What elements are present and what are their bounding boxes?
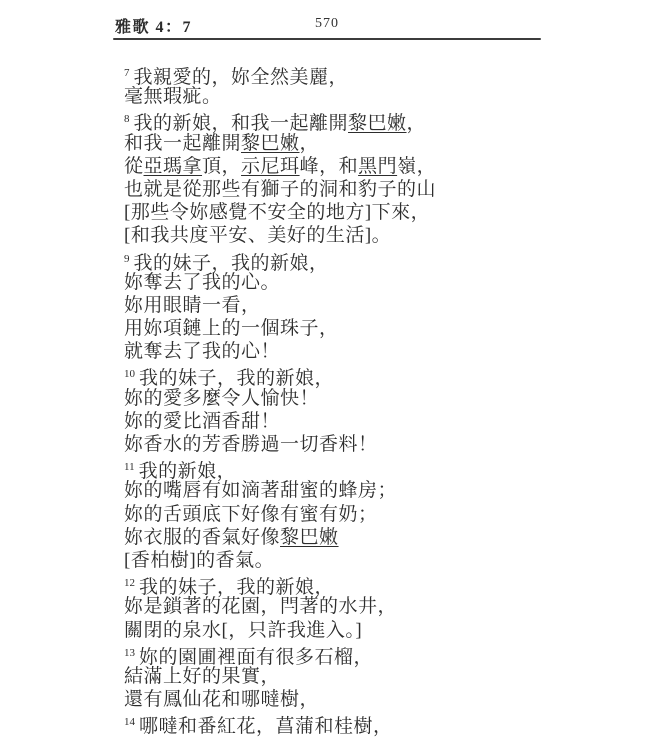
scripture-text-body xyxy=(124,62,574,738)
line-text: 和我一起離開 xyxy=(124,132,242,154)
verse-number: 9 xyxy=(124,252,130,265)
line-text: 就奪去了我的心！ xyxy=(124,341,281,363)
line-text: 妳的愛比酒香甜！ xyxy=(124,410,281,432)
text-line xyxy=(124,549,574,572)
proper-noun: 黎巴嫩 xyxy=(348,113,407,135)
text-line xyxy=(124,340,574,363)
line-text: 從 xyxy=(124,155,144,177)
line-text: 妳用眼睛一看， xyxy=(124,294,261,316)
text-line xyxy=(124,387,574,410)
text-line xyxy=(124,526,574,549)
line-text: 結滿上好的果實， xyxy=(124,665,281,687)
line-text: 我的妹子，我的新娘， xyxy=(133,252,329,274)
verse-number: 10 xyxy=(124,368,135,381)
line-text: 我的妹子，我的新娘， xyxy=(139,368,335,390)
line-text: 我的妹子，我的新娘， xyxy=(139,577,335,599)
text-line xyxy=(124,665,574,688)
line-text: 妳的園圃裡面有很多石榴， xyxy=(139,646,374,668)
text-line xyxy=(124,479,574,502)
line-text: 妳是鎖著的花園，閂著的水井， xyxy=(124,596,398,618)
text-line xyxy=(124,688,574,711)
text-line xyxy=(124,132,574,155)
text-line xyxy=(124,201,574,224)
page-header xyxy=(113,12,541,36)
header-rule xyxy=(113,38,541,40)
verse-number: 7 xyxy=(124,67,130,79)
line-text: 我的新娘， xyxy=(138,461,237,483)
line-text: 哪噠和番紅花，菖蒲和桂樹， xyxy=(139,716,393,738)
line-text: [那些令妳感覺不安全的地方]下來， xyxy=(124,202,431,224)
line-text: [和我共度平安、美好的生活]。 xyxy=(124,225,392,247)
text-line xyxy=(124,178,574,201)
line-text: 我親愛的，妳全然美麗， xyxy=(133,67,349,88)
text-line xyxy=(124,363,574,390)
line-text: 嶺， xyxy=(397,155,437,177)
proper-noun: 亞瑪拿 xyxy=(143,155,203,177)
text-line xyxy=(124,410,574,433)
line-text: 我的新娘，和我一起離開 xyxy=(133,113,349,135)
page-number: 570 xyxy=(315,16,339,31)
proper-noun: 黎巴嫩 xyxy=(280,526,339,548)
text-line xyxy=(124,248,574,274)
verse-number: 8 xyxy=(124,113,130,126)
line-text: 妳的愛多麼令人愉快！ xyxy=(124,387,320,409)
line-text: 妳奪去了我的心。 xyxy=(124,271,281,293)
verse-number: 13 xyxy=(124,646,135,659)
text-line xyxy=(124,433,574,456)
text-line xyxy=(124,572,574,599)
line-text: 妳的嘴唇有如滴著甜蜜的蜂房； xyxy=(124,480,398,502)
line-text: 關閉的泉水[，只許我進入。] xyxy=(124,619,363,641)
text-line xyxy=(124,62,574,88)
text-line xyxy=(124,271,574,294)
line-text: 峰，和 xyxy=(299,155,359,177)
book-reference: 雅歌 4：7 xyxy=(115,19,193,36)
text-line xyxy=(124,294,574,317)
line-text: 妳的舌頭底下好像有蜜有奶； xyxy=(124,503,378,525)
verse-number: 14 xyxy=(124,716,135,729)
text-line xyxy=(124,503,574,526)
text-line xyxy=(124,224,574,247)
proper-noun: 示尼珥 xyxy=(241,155,300,177)
text-line xyxy=(124,711,574,738)
line-text: 用妳項鏈上的一個珠子， xyxy=(124,318,339,340)
line-text: ， xyxy=(299,132,320,154)
line-text: 妳衣服的香氣好像 xyxy=(124,526,281,548)
line-text: 還有鳳仙花和哪噠樹， xyxy=(124,689,320,711)
verse-number: 12 xyxy=(124,577,135,590)
text-line xyxy=(124,595,574,618)
line-text: 妳香水的芳香勝過一切香料！ xyxy=(124,434,378,455)
text-line xyxy=(124,155,574,178)
text-line xyxy=(124,108,574,135)
line-text: ， xyxy=(406,113,427,135)
text-line xyxy=(124,317,574,340)
line-text: 頂， xyxy=(202,155,242,177)
text-line xyxy=(124,85,574,108)
verse-number: 11 xyxy=(124,461,135,474)
line-text: 毫無瑕疵。 xyxy=(124,86,222,108)
proper-noun: 黎巴嫩 xyxy=(241,132,300,154)
text-line xyxy=(124,456,574,483)
text-line xyxy=(124,642,574,668)
line-text: [香柏樹]的香氣。 xyxy=(124,549,275,571)
line-text: 也就是從那些有獅子的洞和豹子的山 xyxy=(124,178,437,200)
proper-noun: 黑門 xyxy=(358,155,398,177)
text-line xyxy=(124,619,574,642)
